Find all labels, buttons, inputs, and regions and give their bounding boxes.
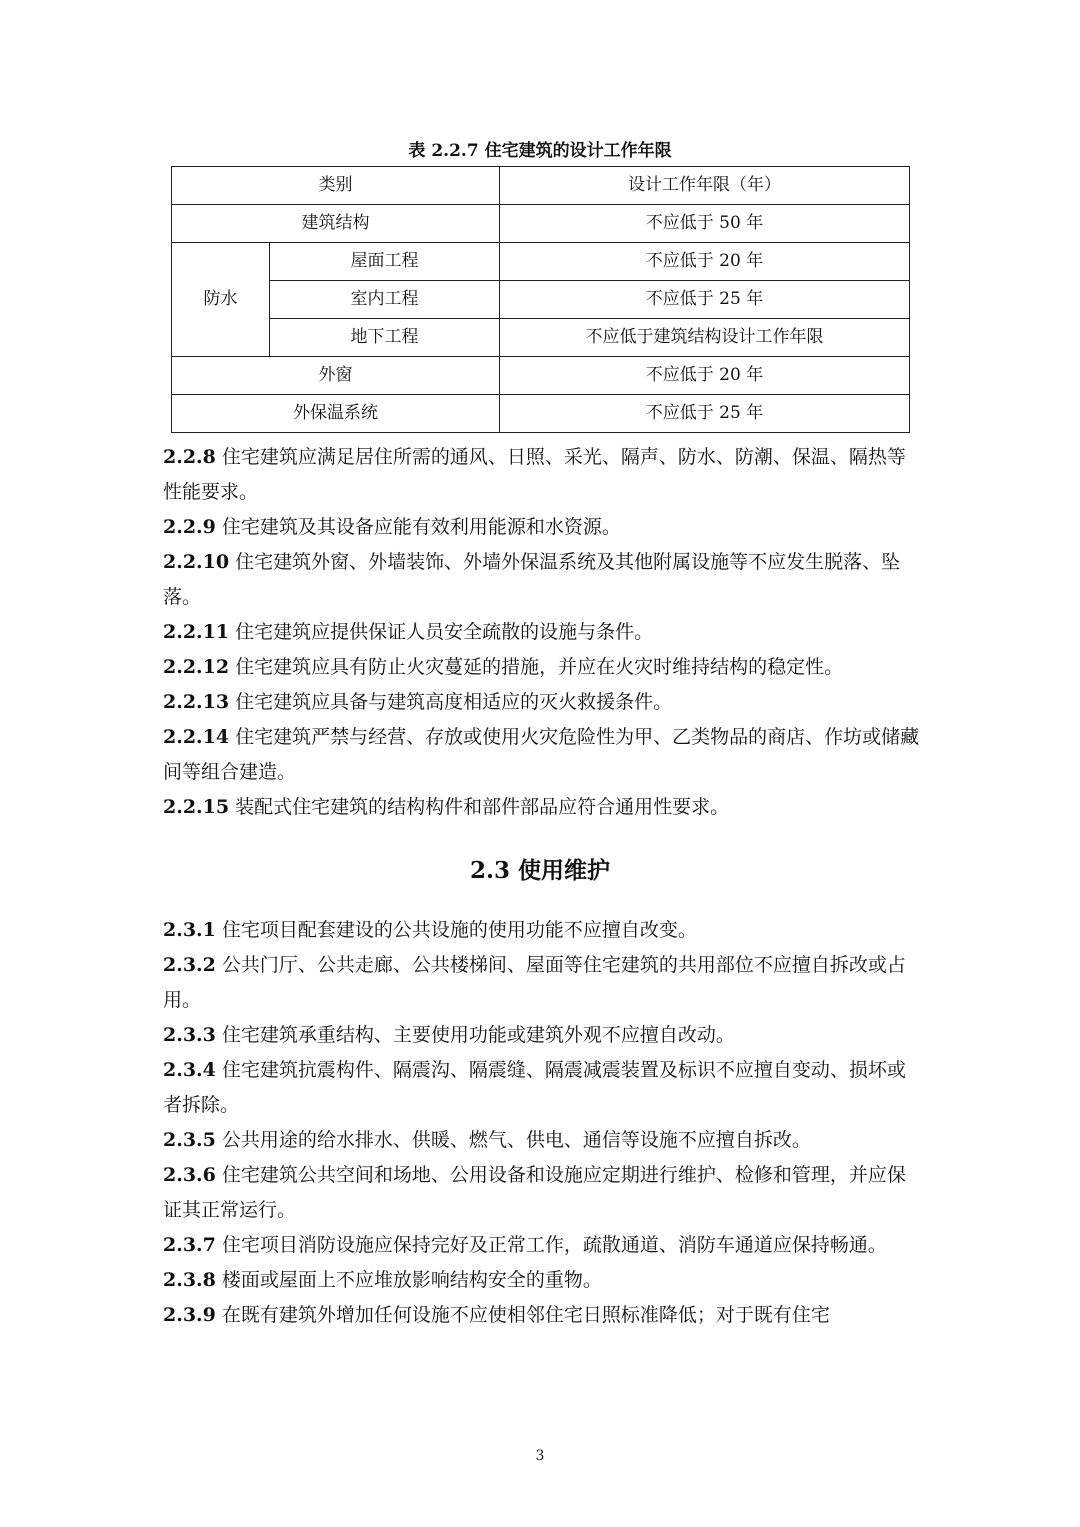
page-number: 3 bbox=[535, 1448, 545, 1464]
section-heading: 2.3 使用维护 bbox=[469, 857, 611, 884]
clause-text: 住宅建筑严禁与经营、存放或使用火灾危险性为甲、乙类物品的商店、作坊或储藏间等组合建造。 bbox=[163, 726, 920, 783]
clause-number: 2.2.10 bbox=[163, 551, 230, 573]
clause-text: 住宅建筑公共空间和场地、公用设备和设施应定期进行维护、检修和管理，并应保证其正常运行。 bbox=[163, 1164, 906, 1221]
clause-number: 2.3.4 bbox=[163, 1059, 216, 1081]
clause-text: 在既有建筑外增加任何设施不应使相邻住宅日照标准降低；对于既有住宅 bbox=[221, 1304, 830, 1326]
table-header-row bbox=[172, 167, 910, 205]
clause-text: 住宅项目消防设施应保持完好及正常工作，疏散通道、消防车通道应保持畅通。 bbox=[221, 1234, 887, 1256]
clause-text: 住宅建筑应提供保证人员安全疏散的设施与条件。 bbox=[235, 621, 654, 643]
row-value: 不应低于建筑结构设计工作年限 bbox=[500, 319, 910, 357]
clause-text: 住宅建筑及其设备应能有效利用能源和水资源。 bbox=[221, 516, 621, 538]
clause-number: 2.3.5 bbox=[163, 1129, 216, 1151]
table-row bbox=[172, 243, 910, 281]
header-years: 设计工作年限（年） bbox=[500, 167, 910, 205]
row-value: 不应低于 25 年 bbox=[500, 281, 910, 319]
clause-number: 2.3.6 bbox=[163, 1164, 216, 1186]
table-row bbox=[172, 357, 910, 395]
clause-number: 2.2.12 bbox=[163, 656, 230, 678]
row-label: 建筑结构 bbox=[172, 205, 500, 243]
clause-list-2-2 bbox=[163, 440, 923, 825]
row-label: 室内工程 bbox=[270, 281, 500, 319]
clause-number: 2.2.13 bbox=[163, 691, 230, 713]
table-row bbox=[172, 395, 910, 433]
clause bbox=[163, 685, 923, 720]
clause bbox=[163, 948, 923, 1018]
clause-number: 2.2.14 bbox=[163, 726, 230, 748]
row-value: 不应低于 50 年 bbox=[500, 205, 910, 243]
clause-text: 装配式住宅建筑的结构构件和部件部品应符合通用性要求。 bbox=[235, 796, 730, 818]
clause bbox=[163, 440, 923, 510]
clause-number: 2.2.8 bbox=[163, 446, 216, 468]
clause bbox=[163, 720, 923, 790]
header-category: 类别 bbox=[172, 167, 500, 205]
table-row bbox=[172, 205, 910, 243]
clause-number: 2.3.9 bbox=[163, 1304, 216, 1326]
group-label-waterproof: 防水 bbox=[172, 243, 270, 357]
clause bbox=[163, 1298, 923, 1333]
clause-number: 2.3.3 bbox=[163, 1024, 216, 1046]
clause-text: 公共用途的给水排水、供暖、燃气、供电、通信等设施不应擅自拆改。 bbox=[221, 1129, 811, 1151]
clause-text: 住宅项目配套建设的公共设施的使用功能不应擅自改变。 bbox=[221, 919, 697, 941]
clause-text: 住宅建筑承重结构、主要使用功能或建筑外观不应擅自改动。 bbox=[221, 1024, 735, 1046]
row-value: 不应低于 20 年 bbox=[500, 243, 910, 281]
table-row bbox=[172, 319, 910, 357]
clause-text: 楼面或屋面上不应堆放影响结构安全的重物。 bbox=[221, 1269, 602, 1291]
row-label: 屋面工程 bbox=[270, 243, 500, 281]
clause-text: 公共门厅、公共走廊、公共楼梯间、屋面等住宅建筑的共用部位不应擅自拆改或占用。 bbox=[163, 954, 906, 1011]
clause-text: 住宅建筑应满足居住所需的通风、日照、采光、隔声、防水、防潮、保温、隔热等性能要求。 bbox=[163, 446, 906, 503]
clause bbox=[163, 615, 923, 650]
clause-number: 2.3.7 bbox=[163, 1234, 216, 1256]
clause bbox=[163, 1158, 923, 1228]
clause-text: 住宅建筑外窗、外墙装饰、外墙外保温系统及其他附属设施等不应发生脱落、坠落。 bbox=[163, 551, 901, 608]
clause-text: 住宅建筑抗震构件、隔震沟、隔震缝、隔震减震装置及标识不应擅自变动、损坏或者拆除。 bbox=[163, 1059, 906, 1116]
clause bbox=[163, 1123, 923, 1158]
table-row bbox=[172, 281, 910, 319]
clause-text: 住宅建筑应具备与建筑高度相适应的灭火救援条件。 bbox=[235, 691, 673, 713]
clause bbox=[163, 790, 923, 825]
design-life-table bbox=[171, 166, 910, 433]
clause-number: 2.3.1 bbox=[163, 919, 216, 941]
clause-number: 2.3.2 bbox=[163, 954, 216, 976]
clause bbox=[163, 545, 923, 615]
table-caption: 表 2.2.7 住宅建筑的设计工作年限 bbox=[408, 141, 672, 161]
clause-number: 2.2.15 bbox=[163, 796, 230, 818]
clause bbox=[163, 1053, 923, 1123]
row-label: 地下工程 bbox=[270, 319, 500, 357]
clause bbox=[163, 1228, 923, 1263]
clause bbox=[163, 650, 923, 685]
clause bbox=[163, 913, 923, 948]
row-value: 不应低于 20 年 bbox=[500, 357, 910, 395]
row-label: 外窗 bbox=[172, 357, 500, 395]
clause bbox=[163, 1263, 923, 1298]
clause-number: 2.2.9 bbox=[163, 516, 216, 538]
clause bbox=[163, 1018, 923, 1053]
clause-list-2-3 bbox=[163, 913, 923, 1333]
clause-number: 2.2.11 bbox=[163, 621, 230, 643]
row-label: 外保温系统 bbox=[172, 395, 500, 433]
clause-text: 住宅建筑应具有防止火灾蔓延的措施，并应在火灾时维持结构的稳定性。 bbox=[235, 656, 844, 678]
clause bbox=[163, 510, 923, 545]
row-value: 不应低于 25 年 bbox=[500, 395, 910, 433]
clause-number: 2.3.8 bbox=[163, 1269, 216, 1291]
